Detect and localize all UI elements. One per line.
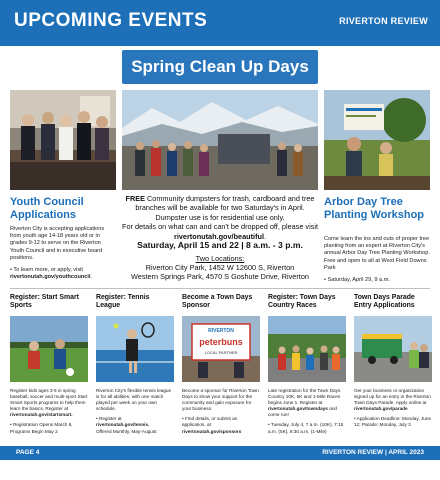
clean-up-title: Spring Clean Up Days <box>122 50 318 84</box>
tennis-link[interactable]: rivertonutah.gov/tennis. <box>96 422 150 428</box>
races-link[interactable]: rivertonutah.gov/towndays <box>268 406 328 412</box>
youth-council-photo <box>10 90 116 190</box>
arbor-day-text <box>324 236 430 284</box>
youth-council-bullet: • To learn more, or apply, visit <box>10 267 83 274</box>
start-smart-dates: • Registration Opens March 6, Programs Begin May 2 <box>10 422 73 434</box>
sponsor-photo <box>182 316 260 382</box>
tennis-schedule: Offered Monthly, May-August <box>96 428 157 434</box>
location-western-springs: Western Springs Park, 4570 S Goshute Drive, Riverton <box>131 272 309 282</box>
tennis-text: Riverton City's flexible tennis league is for all abilities, with one match played per week on your own schedule. • Register at rivertonutah.gov/tennis. Offered Monthly, May-August <box>96 388 172 434</box>
clean-up-details: FREE Community dumpsters for trash, cardboard and tree branches will be available for two Saturday's in April. Dumpster use is for residential use only. For details on what can and can't be dropped off, please visit rivertonutah.gov/beautiful. <box>122 194 318 241</box>
residential-note: Dumpster use is for residential use only. <box>155 212 285 222</box>
free-label: FREE <box>125 194 145 203</box>
page-number: PAGE 4 <box>16 449 40 456</box>
sponsor-text: Become a sponsor for Riverton Town Days to show your support for the community and gain exposure for your business. • Find details, or submit an application, at rivertonutah.gov/sponsors <box>182 388 259 434</box>
parade-heading: Town Days Parade Entry Applications <box>354 294 415 310</box>
sponsor-link[interactable]: rivertonutah.gov/sponsors <box>182 428 242 434</box>
races-text: Late registration for the Town Days Country 10K, 5K and 1-Mile Races begins June 1. Register at rivertonutah.gov/towndays and come run! • Tuesday, July 4, 7 a.m. (10K), 7:15 a.m. (5K), 8:30 a.m. (1-Mile) <box>268 388 344 434</box>
clean-up-date: Saturday, April 15 and 22 | 8 a.m. - 3 p.m. <box>137 240 303 250</box>
youth-council-body: Riverton City is accepting applications from youth age 14-18 years old or in grades 9-12 to serve on the Riverton Youth Council and in executive board positions. <box>10 226 105 261</box>
arbor-day-photo <box>324 90 430 190</box>
location-city-park: Riverton City Park, 1452 W 12600 S, Riverton <box>145 263 295 273</box>
youth-council-link[interactable]: rivertonutah.gov/youthcouncil <box>10 274 91 281</box>
beautiful-link[interactable]: rivertonutah.gov/beautiful <box>173 231 264 241</box>
sign-brand-text: peterbuns <box>199 337 243 347</box>
header-bar <box>0 0 440 46</box>
sign-bottom-text: LOCAL PARTNER <box>204 350 238 355</box>
parade-link[interactable]: rivertonutah.gov/parade <box>354 406 408 412</box>
parade-photo <box>354 316 432 382</box>
arbor-day-body: Come learn the ins and outs of proper tree planting from an expert at Riverton City's annual Arbor Day Tree Planting Workshop. Free and open to all at West Field Downs Park <box>324 236 430 271</box>
start-smart-photo <box>10 316 88 382</box>
start-smart-heading: Register: Start Smart Sports <box>10 294 79 310</box>
sponsor-heading: Become a Town Days Sponsor <box>182 294 253 310</box>
page-title: UPCOMING EVENTS <box>14 10 208 31</box>
tennis-heading: Register: Tennis League <box>96 294 150 310</box>
start-smart-link[interactable]: rivertonutah.gov/startsmart. <box>10 412 73 418</box>
tennis-photo <box>96 316 174 382</box>
clean-up-photo <box>122 90 318 190</box>
races-heading: Register: Town Days Country Races <box>268 294 336 310</box>
locations-heading: Two Locations: <box>195 254 245 263</box>
parade-text: Get your business or organization signed up for an entry in the Riverton Town Days Parade. Apply online at rivertonutah.gov/parade • Application Deadline: Monday, June 12; Parade: Monday, July 3 <box>354 388 432 428</box>
youth-council-heading: Youth Council Applications <box>10 196 84 221</box>
issue-label: RIVERTON REVIEW | APRIL 2023 <box>322 449 424 456</box>
section-divider <box>10 288 430 289</box>
footer-bar <box>0 446 440 460</box>
races-times: • Tuesday, July 4, 7 a.m. (10K), 7:15 a.m. (5K), 8:30 a.m. (1-Mile) <box>268 422 344 434</box>
start-smart-text: Register kids ages 3-5 in spring baseball, soccer and multi-sport Start Smart Sports programs to help them learn the basics. Register at rivertonutah.gov/startsmart. • Registration Opens March 6, Programs Begin May 2 <box>10 388 88 434</box>
publication-name: RIVERTON REVIEW <box>339 16 428 26</box>
clean-up-locations <box>122 254 318 282</box>
arbor-day-date: • Saturday, April 29, 9 a.m. <box>324 277 390 284</box>
sign-top-text: RIVERTON <box>208 328 234 334</box>
races-photo <box>268 316 346 382</box>
youth-council-text: Riverton City is accepting applications from youth age 14-18 years old or in grades 9-12 to serve on the Riverton Youth Council and in executive board positions. • To learn more, or apply, visit rivertonutah.gov/youthcouncil. <box>10 226 105 281</box>
parade-dates: • Application Deadline: Monday, June 12; Parade: Monday, July 3 <box>354 416 432 428</box>
arbor-day-heading: Arbor Day Tree Planting Workshop <box>324 196 425 221</box>
